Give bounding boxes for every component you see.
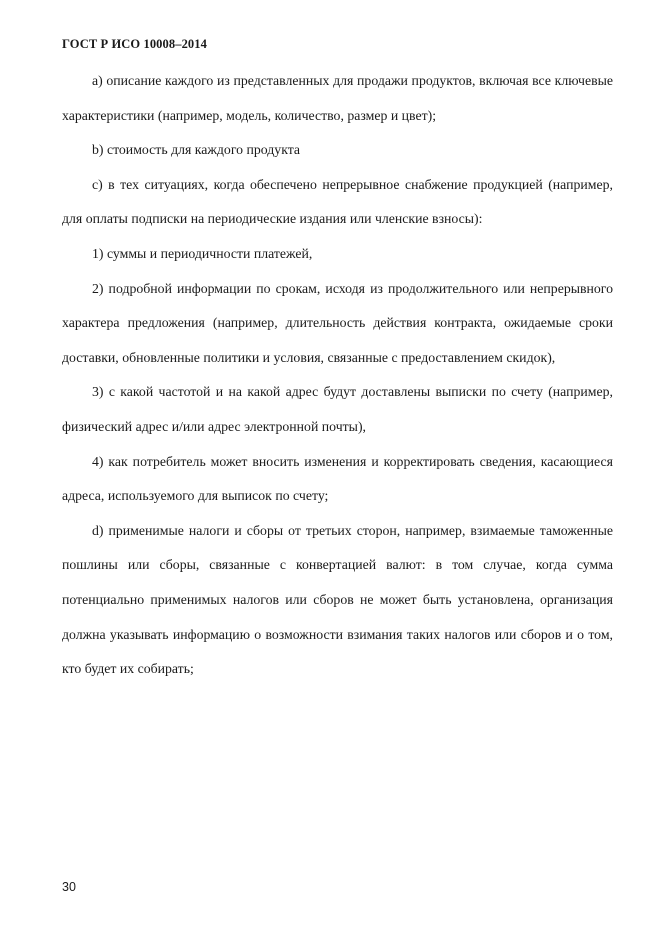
paragraph-item-c: c) в тех ситуациях, когда обеспечено непрерывное снабжение продукцией (например, для оплаты подписки на периодические издания или членские взносы):: [62, 176, 613, 227]
paragraph-subitem-4: 4) как потребитель может вносить изменения и корректировать сведения, касающиеся адреса, используемого для выписок по счету;: [62, 453, 613, 504]
paragraph-subitem-2: 2) подробной информации по срокам, исходя из продолжительного или непрерывного характера предложения (например, длительность действия контракта, ожидаемые сроки доставки, обновленные политики и условия, связанные с предоставлением скидок),: [62, 280, 613, 365]
paragraph-item-a: a) описание каждого из представленных для продажи продуктов, включая все ключевые характеристики (например, модель, количество, размер и цвет);: [62, 73, 613, 123]
paragraph-subitem-1: 1) суммы и периодичности платежей,: [92, 245, 313, 261]
paragraph-subitem-3: 3) с какой частотой и на какой адрес будут доставлены выписки по счету (например, физический адрес и/или адрес электронной почты),: [62, 384, 613, 434]
document-body: [62, 64, 613, 687]
paragraph-item-d: d) применимые налоги и сборы от третьих сторон, например, взимаемые таможенные пошлины или сборы, связанные с конвертацией валют: в том случае, когда сумма потенциально применимых налогов или сборов не может быть установлена, организация должна указывать информацию о возможности взимания таких налогов или сборов и о том, кто будет их собирать;: [62, 522, 613, 677]
page-number: 30: [62, 880, 76, 894]
document-header: ГОСТ Р ИСО 10008–2014: [62, 37, 207, 51]
paragraph-item-b: b) стоимость для каждого продукта: [92, 142, 301, 158]
